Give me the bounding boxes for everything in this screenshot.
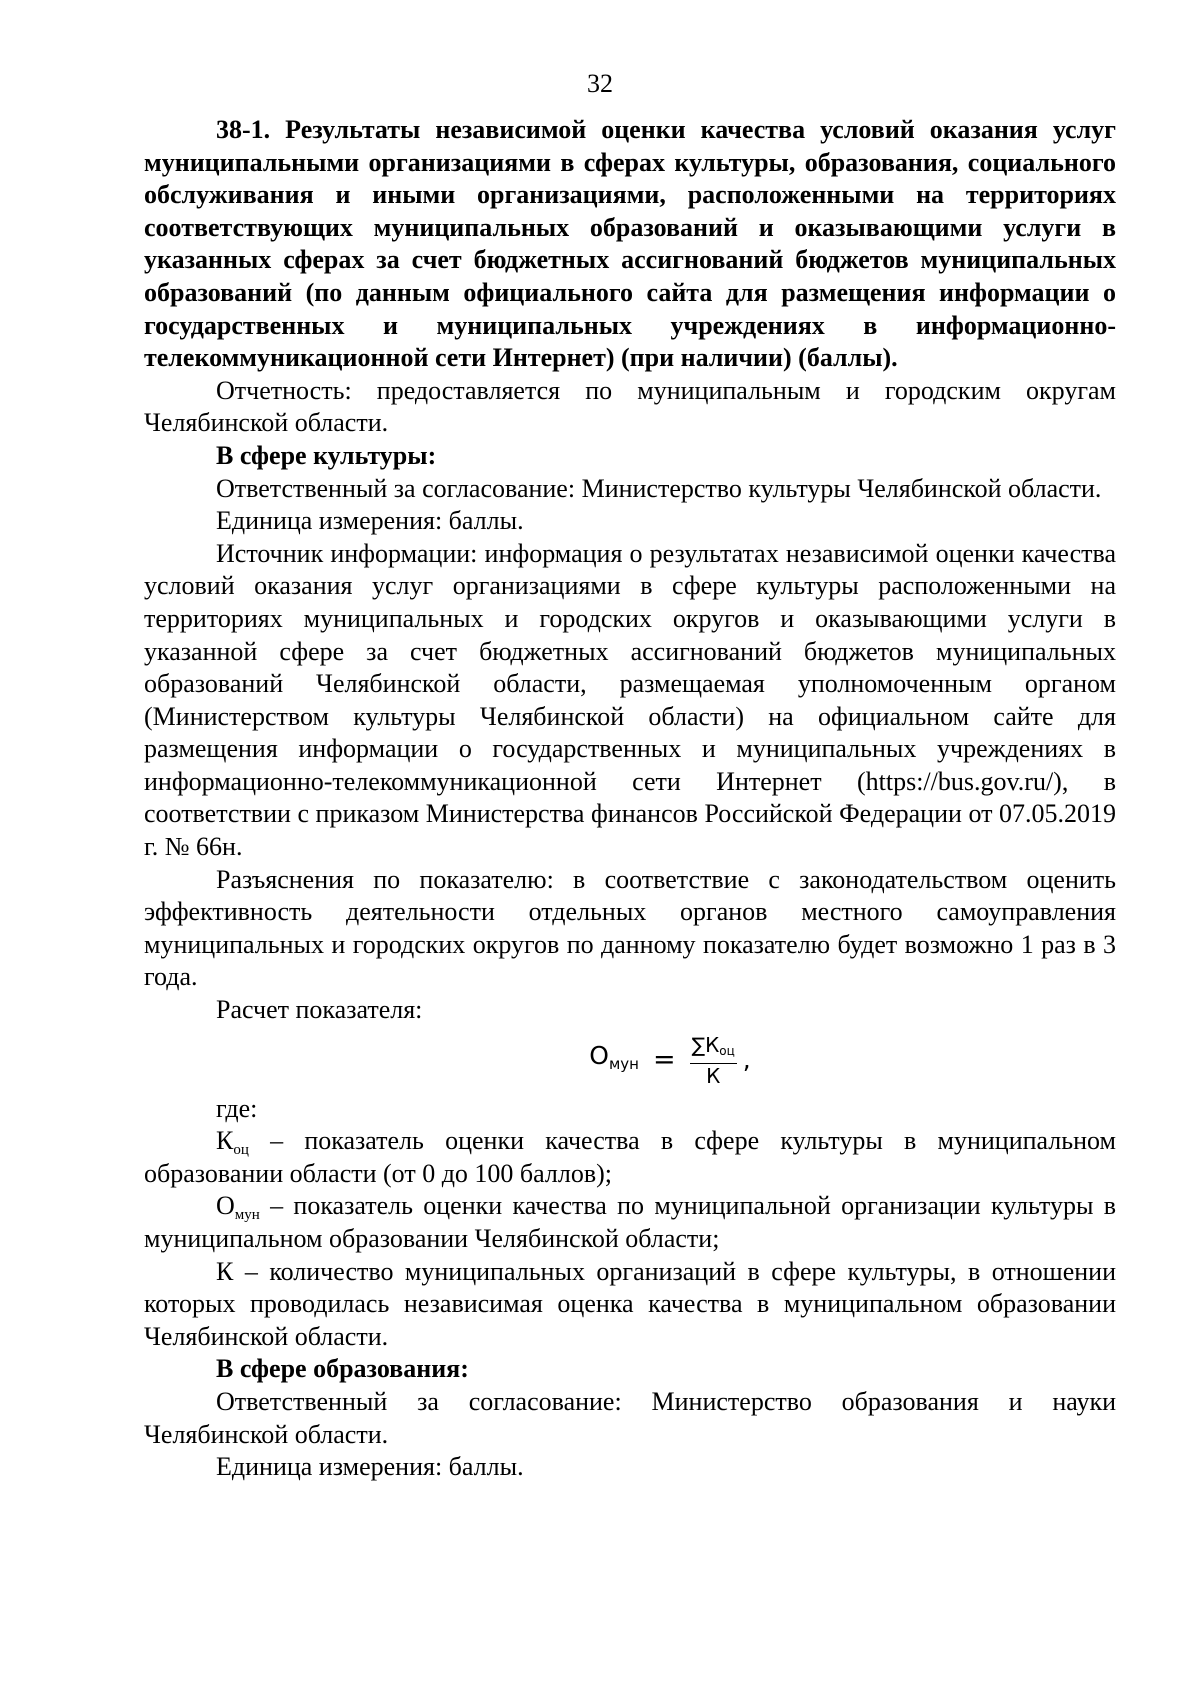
formula-numerator [690,1033,737,1063]
formula-lhs [589,1040,639,1081]
where-label: где: [216,1093,258,1123]
education-heading: В сфере образования: [216,1354,469,1384]
page-number: 32 [587,69,613,98]
culture-unit: Единица измерения: баллы. [216,506,524,536]
definition-var [216,1126,249,1159]
education-responsible: Ответственный за согласование: Министерство образования и науки Челябинской области. [144,1386,1116,1449]
formula-comma: , [742,1045,751,1075]
page-content [144,114,1116,1484]
definition-var [216,1191,260,1224]
definition-var-letter: К [216,1126,234,1156]
formula-lhs-sub: мун [608,1055,639,1074]
definition-var-sub: мун [234,1207,260,1224]
culture-calc-label: Расчет показателя: [216,995,423,1025]
formula-lhs-var: O [589,1041,609,1071]
reporting-paragraph: Отчетность: предоставляется по муниципальным и городским округам Челябинской области. [144,375,1116,438]
definition-k-oc [144,1125,1116,1190]
formula-num-sub: оц [719,1044,735,1059]
formula-fraction [690,1033,737,1088]
definition-k [144,1256,1116,1354]
definition-o-mun [144,1190,1116,1255]
formula-num-var: К [705,1033,720,1058]
education-unit: Единица измерения: баллы. [216,1452,524,1482]
definition-var-letter: О [216,1191,235,1221]
definition-text: – показатель оценки качества по муниципальной организации культуры в муниципальном образовании Челябинской области; [144,1191,1116,1253]
definition-text: – показатель оценки качества в сфере культуры в муниципальном образовании области (от 0 до 100 баллов); [144,1126,1116,1188]
culture-responsible: Ответственный за согласование: Министерство культуры Челябинской области. [216,473,1102,503]
indicator-title: 38-1. Результаты независимой оценки качества условий оказания услуг муниципальными организациями в сферах культуры, образования, социального обслуживания и иными организациями, расположенными на территориях соответствующих муниципальных образований и оказывающими услуги в указанных сферах за счет бюджетных ассигнований бюджетов муниципальных образований (по данным официального сайта для размещения информации о государственных и муниципальных учреждениях в информационно-телекоммуникационной сети Интернет) (при наличии) (баллы). [144,115,1116,373]
formula-equals: = [652,1044,676,1076]
calculation-formula [144,1029,1116,1093]
formula-sum-sign: ∑ [691,1033,706,1058]
culture-source: Источник информации: информация о результатах независимой оценки качества условий оказания услуг организациями в сфере культуры расположенными на территориях муниципальных и городских округов и оказывающими услуги в указанной сфере за счет бюджетных ассигнований бюджетов муниципальных образований Челябинской области, размещаемая уполномоченным органом (Министерством культуры Челябинской области) на официальном сайте для размещения информации о государственных и муниципальных учреждениях в информационно-телекоммуникационной сети Интернет (https://bus.gov.ru/), в соответствии с приказом Министерства финансов Российской Федерации от 07.05.2019 г. № 66н. [144,538,1116,862]
culture-heading: В сфере культуры: [216,440,437,470]
formula-denominator: К [706,1064,721,1089]
culture-explanation: Разъяснения по показателю: в соответствие с законодательством оценить эффективность деятельности отдельных органов местного самоуправления муниципальных и городских округов по данному показателю будет возможно 1 раз в 3 года. [144,864,1116,992]
definition-var-sub: оц [233,1142,249,1159]
definition-var-letter: К [216,1256,234,1286]
definition-var [216,1257,233,1286]
definition-text: – количество муниципальных организаций в сфере культуры, в отношении которых проводилась независимая оценка качества в муниципальном образовании Челябинской области. [144,1256,1116,1351]
